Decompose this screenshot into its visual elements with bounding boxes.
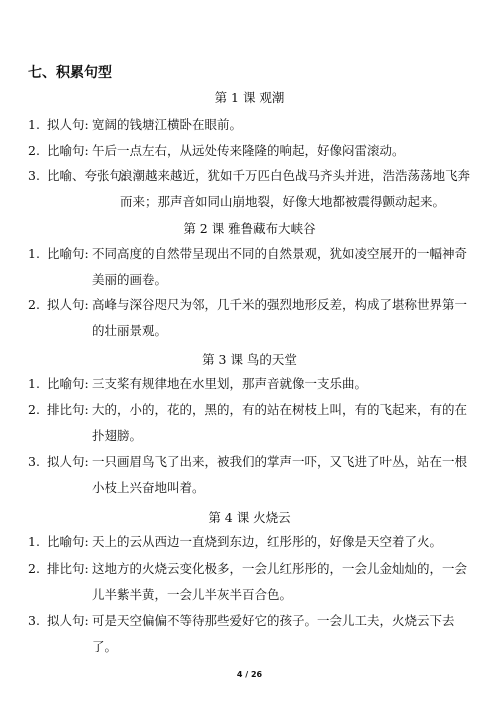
item-number: 2.	[28, 561, 40, 576]
sentence-type: 拟人句:	[47, 454, 89, 469]
item-number: 2.	[28, 143, 40, 158]
item-number: 2.	[28, 402, 40, 417]
list-item	[28, 397, 476, 449]
item-number: 3.	[28, 168, 40, 183]
sentence-type: 比喻句:	[47, 534, 89, 549]
list-item	[28, 163, 476, 215]
list-item	[28, 608, 476, 660]
sentence-text: 这地方的火烧云变化极多，一会儿红彤彤的，一会儿金灿灿的，一会儿半紫半黄，一会儿半灰半百合色。	[92, 561, 468, 602]
sentence-text: 不同高度的自然带呈现出不同的自然景观，犹如凌空展开的一幅神奇美丽的画卷。	[92, 246, 468, 287]
list-item	[28, 529, 476, 555]
list-item	[28, 556, 476, 608]
sentence-type: 拟人句:	[47, 297, 89, 312]
item-number: 3.	[28, 454, 40, 469]
sentence-type: 比喻句:	[47, 376, 89, 391]
sentence-type: 拟人句:	[47, 613, 89, 628]
list-item	[28, 292, 476, 344]
lesson-title: 第 4 课 火烧云	[208, 510, 291, 525]
sentence-text: 天上的云从西边一直烧到东边，红彤彤的，好像是天空着了火。	[92, 534, 443, 549]
sentence-text: 大的，小的，花的，黑的，有的站在树枝上叫，有的飞起来，有的在扑翅膀。	[92, 402, 468, 443]
sentence-text: 浪潮越来越近，犹如千万匹白色战马齐头并进，浩浩荡荡地飞奔而来；那声音如同山崩地裂，好像大地都被震得颤动起来。	[120, 168, 471, 209]
sentence-type: 比喻、夸张句:	[47, 168, 127, 183]
section-heading: 七、积累句型	[28, 65, 112, 81]
sentence-text: 高峰与深谷咫尺为邻，几千米的强烈地形反差，构成了堪称世界第一的壮丽景观。	[92, 297, 468, 338]
sentence-text: 宽阔的钱塘江横卧在眼前。	[92, 117, 243, 132]
list-item	[28, 112, 476, 138]
sentence-text: 午后一点左右，从远处传来隆隆的响起，好像闷雷滚动。	[92, 143, 405, 158]
lesson-title: 第 3 课 鸟的天堂	[202, 352, 297, 367]
sentence-text: 一只画眉鸟飞了出来，被我们的掌声一吓，又飞进了叶丛，站在一根小枝上兴奋地叫着。	[92, 454, 468, 495]
page-number: 4 / 26	[236, 670, 263, 679]
sentence-text: 三支桨有规律地在水里划，那声音就像一支乐曲。	[92, 376, 368, 391]
item-number: 3.	[28, 613, 40, 628]
item-number: 2.	[28, 297, 40, 312]
sentence-type: 拟人句:	[47, 117, 89, 132]
list-item	[28, 371, 476, 397]
lesson-title: 第 2 课 雅鲁藏布大峡谷	[183, 221, 316, 236]
item-number: 1.	[28, 246, 40, 261]
sentence-type: 排比句:	[47, 402, 89, 417]
item-number: 1.	[28, 376, 40, 391]
item-number: 1.	[28, 534, 40, 549]
list-item	[28, 241, 476, 293]
sentence-text: 可是天空偏偏不等待那些爱好它的孩子。一会儿工夫，火烧云下去了。	[92, 613, 455, 654]
lesson-title: 第 1 课 观潮	[214, 90, 285, 105]
sentence-type: 比喻句:	[47, 246, 89, 261]
sentence-type: 排比句:	[47, 561, 89, 576]
list-item	[28, 138, 476, 164]
sentence-type: 比喻句:	[47, 143, 89, 158]
list-item	[28, 449, 476, 501]
item-number: 1.	[28, 117, 40, 132]
